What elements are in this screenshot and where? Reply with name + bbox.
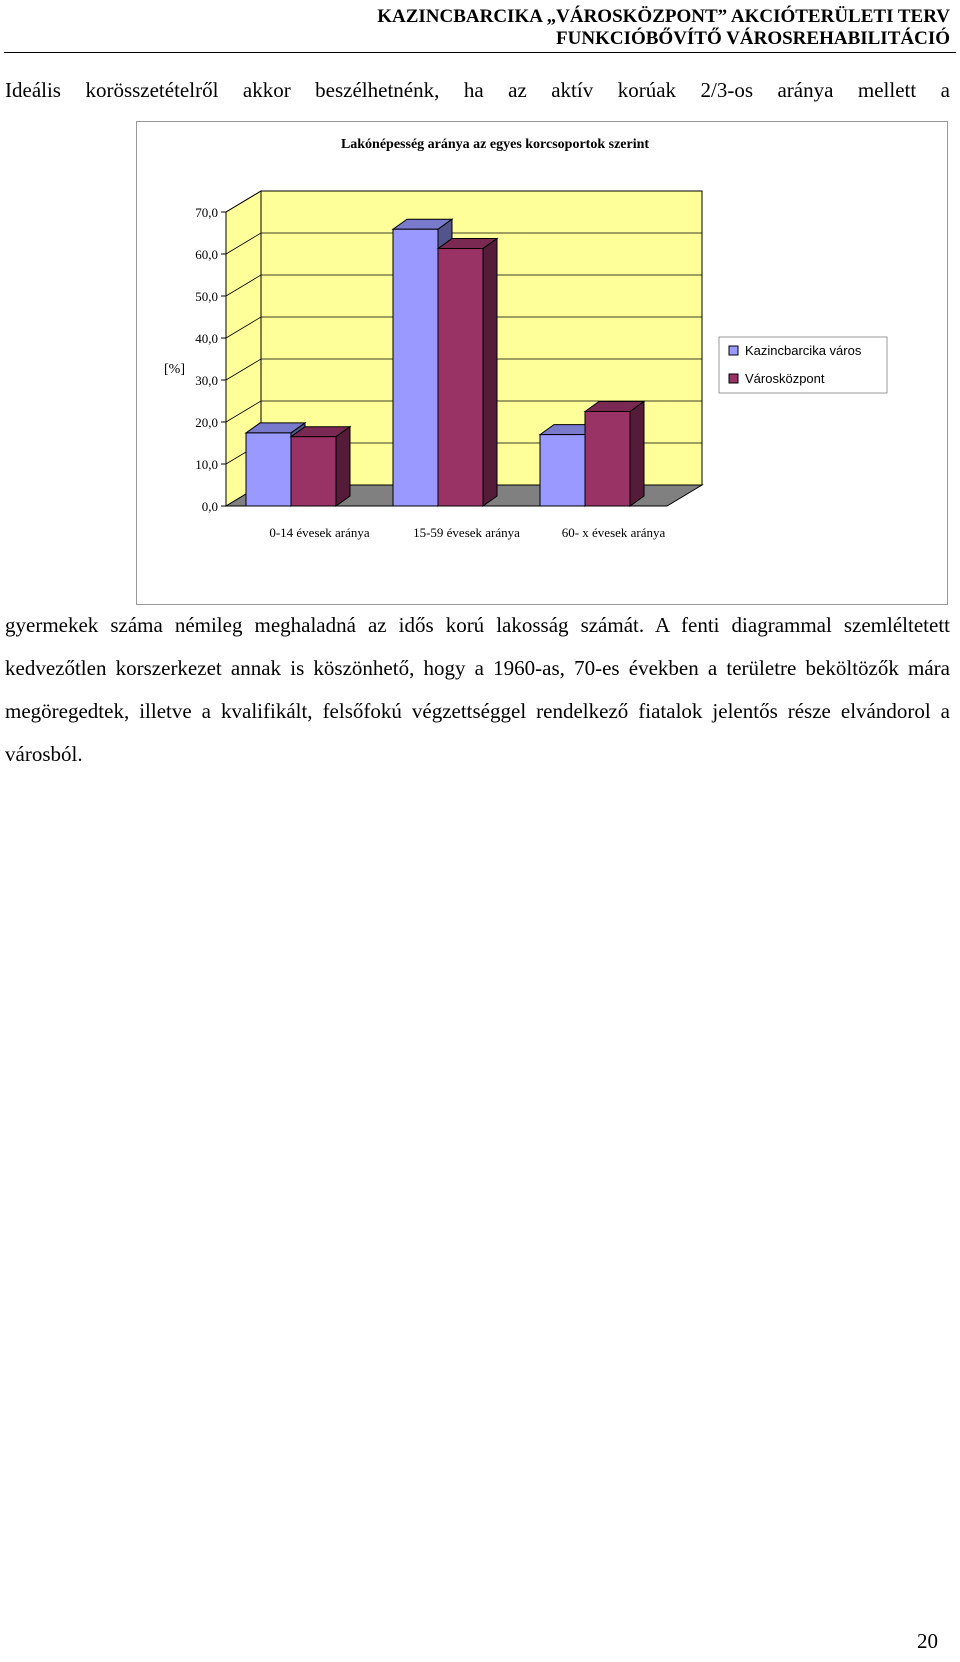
bar (393, 229, 438, 506)
header-line-2: FUNKCIÓBŐVÍTŐ VÁROSREHABILITÁCIÓ (556, 28, 950, 49)
page-number: 20 (917, 1629, 938, 1653)
legend-swatch (729, 346, 738, 355)
chart-title: Lakónépesség aránya az egyes korcsoportok szerint (340, 137, 650, 152)
header-rule (4, 52, 956, 53)
legend-swatch (729, 374, 738, 383)
bar-side (630, 402, 644, 507)
y-tick-label: 70,0 (195, 205, 218, 220)
y-tick-label: 0,0 (201, 499, 218, 514)
y-tick-label: 60,0 (195, 247, 218, 262)
y-axis-label: [%] (164, 362, 185, 377)
paragraph-top: Ideális korösszetételről akkor beszélhetnénk, ha az aktív korúak 2/3-os aránya mellett a (5, 78, 950, 102)
x-tick-label: 60- x évesek aránya (561, 525, 666, 540)
chart-svg (137, 122, 947, 604)
x-tick-label: 0-14 évesek aránya (269, 525, 370, 540)
bar (438, 249, 483, 506)
legend-label: Városközpont (745, 371, 825, 386)
bar (540, 435, 585, 506)
bar-side (483, 239, 497, 506)
document-header (377, 6, 950, 50)
bar (246, 433, 291, 506)
y-tick-label: 40,0 (195, 331, 218, 346)
header-line-1: KAZINCBARCIKA „VÁROSKÖZPONT” AKCIÓTERÜLETI TERV (377, 6, 950, 27)
y-tick-label: 10,0 (195, 457, 218, 472)
y-tick-label: 30,0 (195, 373, 218, 388)
bar (585, 412, 630, 507)
chart-body (164, 191, 887, 540)
x-tick-label: 15-59 évesek aránya (413, 525, 520, 540)
y-tick-label: 20,0 (195, 415, 218, 430)
bar-side (336, 427, 350, 506)
y-tick-label: 50,0 (195, 289, 218, 304)
bar (291, 437, 336, 506)
legend-label: Kazincbarcika város (745, 343, 862, 358)
age-group-chart (136, 121, 948, 605)
paragraph-bottom: gyermekek száma némileg meghaladná az idős korú lakosság számát. A fenti diagrammal szemléltetett kedvezőtlen korszerkezet annak is köszönhető, hogy a 1960-as, 70-es években a területre beköltözők mára megöregedtek, illetve a kvalifikált, felsőfokú végzettséggel rendelkező fiatalok jelentős része elvándorol a városból. (5, 613, 950, 766)
